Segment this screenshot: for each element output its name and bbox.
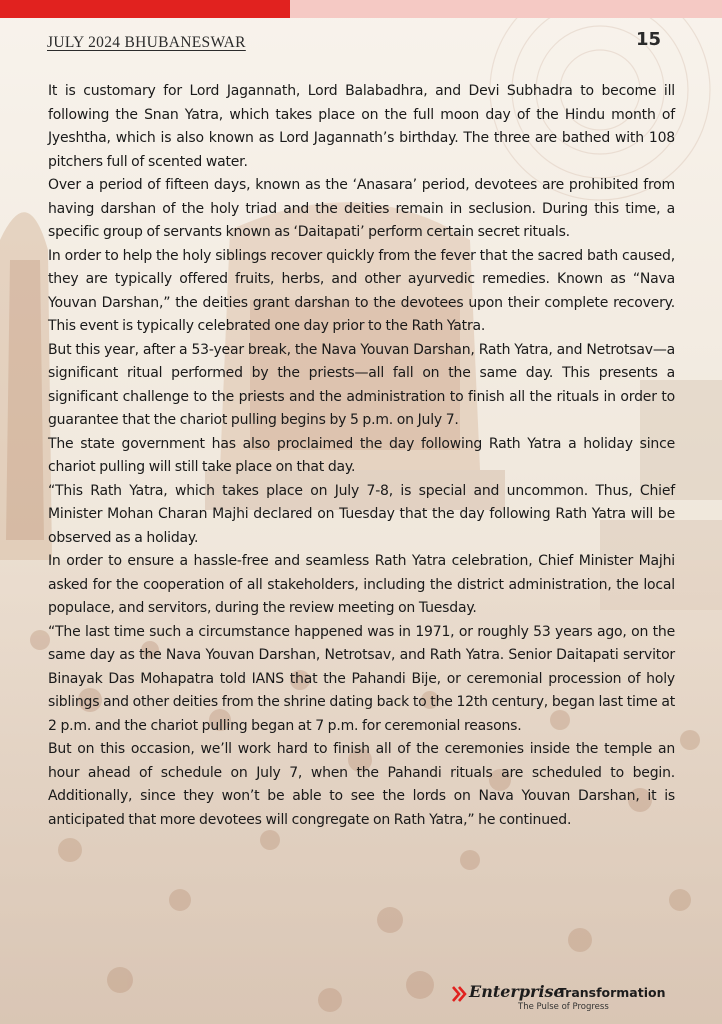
article-paragraph: In order to ensure a hassle-free and seamless Rath Yatra celebration, Chief Minister Majhi asked for the cooperation of all stakeholders, including the district administration, the local populace, and servitors, during the review meeting on Tuesday. <box>48 553 675 616</box>
double-chevron-icon <box>452 985 468 1003</box>
header-accent-bar-pink <box>290 0 722 18</box>
page-number: 15 <box>636 29 662 50</box>
article-paragraph: “This Rath Yatra, which takes place on July 7-8, is special and uncommon. Thus, Chief Minister Mohan Charan Majhi declared on Tuesday that the day following Rath Yatra will be observed as a holiday. <box>48 482 675 546</box>
article-paragraph: It is customary for Lord Jagannath, Lord Balabadhra, and Devi Subhadra to become ill following the Snan Yatra, which takes place on the full moon day of the Hindu month of Jyeshtha, which is also known as Lord Jagannath’s birthday. The three are bathed with 108 pitchers full of scented water. <box>48 83 675 170</box>
article-paragraph: The state government has also proclaimed the day following Rath Yatra a holiday since chariot pulling will still take place on that day. <box>48 435 675 475</box>
article-body <box>48 80 675 832</box>
article-paragraph: Over a period of fifteen days, known as the ‘Anasara’ period, devotees are prohibited from having darshan of the holy triad and the deities remain in seclusion. During this time, a specific group of servants known as ‘Daitapati’ perform certain secret rituals. <box>48 177 675 240</box>
article-paragraph: But this year, after a 53-year break, the Nava Youvan Darshan, Rath Yatra, and Netrotsav—a significant ritual performed by the priests—all fall on the same day. This presents a significant challenge to the priests and the administration to finish all the rituals in order to guarantee that the chariot pulling begins by 5 p.m. on July 7. <box>48 341 675 428</box>
issue-date-location: JULY 2024 BHUBANESWAR <box>47 34 246 51</box>
article-paragraph: “The last time such a circumstance happened was in 1971, or roughly 53 years ago, on the same day as the Nava Youvan Darshan, Netrotsav, and Rath Yatra. Senior Daitapati servitor Binayak Das Mohapatra told IANS that the Pahandi Bije, or ceremonial procession of holy siblings and other deities from the shrine dating back to the 12th century, began last time at 2 p.m. and the chariot pulling began at 7 p.m. for ceremonial reasons. <box>48 623 675 734</box>
brand-name-primary: Enterprise <box>469 982 564 1001</box>
publication-logo <box>452 982 682 1014</box>
brand-tagline: The Pulse of Progress <box>518 1002 609 1012</box>
article-paragraph: But on this occasion, we’ll work hard to finish all of the ceremonies inside the temple an hour ahead of schedule on July 7, when the Pahandi rituals are scheduled to begin. Additionally, since they won’t be able to see the lords on Nava Youvan Darshan, it is anticipated that more devotees will congregate on Rath Yatra,” he continued. <box>48 741 675 828</box>
header-accent-bar-red <box>0 0 290 18</box>
brand-name-secondary: Transformation <box>558 985 666 1000</box>
article-paragraph: In order to help the holy siblings recover quickly from the fever that the sacred bath caused, they are typically offered fruits, herbs, and other ayurvedic remedies. Known as “Nava Youvan Darshan,” the deities grant darshan to the devotees upon their complete recovery. This event is typically celebrated one day prior to the Rath Yatra. <box>48 247 675 334</box>
